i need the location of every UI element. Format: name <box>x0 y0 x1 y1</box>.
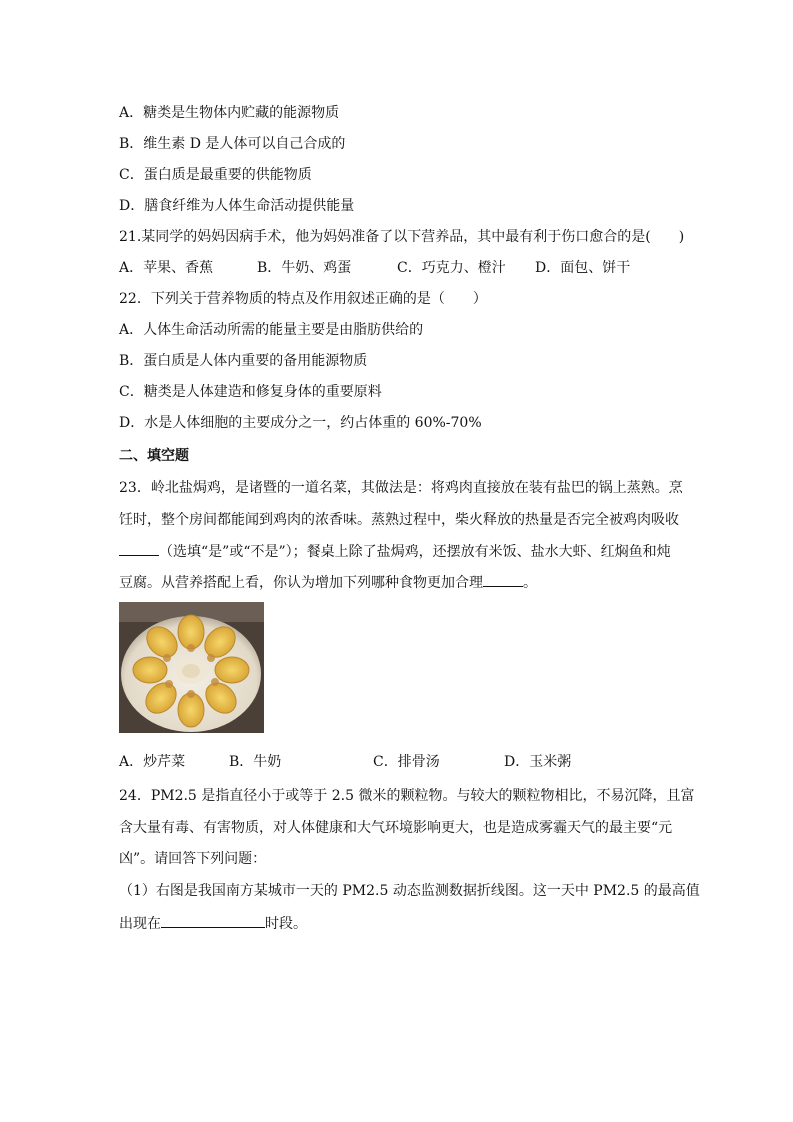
q22-option-b: B．蛋白质是人体内重要的备用能源物质 <box>119 353 368 369</box>
answer-blank[interactable] <box>119 541 159 556</box>
salt-baked-chicken-photo <box>119 602 264 733</box>
q22-option-c: C．糖类是人体建造和修复身体的重要原料 <box>119 384 382 400</box>
q24-sub1-line-1: （1）右图是我国南方某城市一天的 PM2.5 动态监测数据折线图。这一天中 PM2.5 的最高值 <box>119 883 700 899</box>
q20-option-d: D．膳食纤维为人体生命活动提供能量 <box>119 198 355 214</box>
q22-option-d: D．水是人体细胞的主要成分之一，约占体重的 60%-70% <box>119 415 482 431</box>
q21-option-d: D．面包、饼干 <box>535 260 631 276</box>
q23-option-a: A．炒芹菜 <box>119 754 186 770</box>
q23-option-c: C．排骨汤 <box>373 754 440 770</box>
q22-stem: 22．下列关于营养物质的特点及作用叙述正确的是（ ） <box>119 291 487 307</box>
q23-line-2: 饪时，整个房间都能闻到鸡肉的浓香味。蒸熟过程中，柴火释放的热量是否完全被鸡肉吸收 <box>119 512 679 528</box>
q20-option-a: A．糖类是生物体内贮藏的能源物质 <box>119 105 340 121</box>
q23-options <box>119 752 679 772</box>
answer-blank[interactable] <box>483 572 523 587</box>
q21-options <box>119 258 679 278</box>
q21-option-c: C．巧克力、橙汁 <box>397 260 506 276</box>
q24-line-2: 含大量有毒、有害物质，对人体健康和大气环境影响更大，也是造成雾霾天气的最主要“元 <box>119 820 673 836</box>
q24-line-3: 凶”。请回答下列问题： <box>119 851 267 867</box>
q23-line-1: 23．岭北盐焗鸡，是诸暨的一道名菜，其做法是：将鸡肉直接放在装有盐巴的锅上蒸熟。烹 <box>119 480 683 496</box>
q21-option-b: B．牛奶、鸡蛋 <box>257 260 352 276</box>
q20-option-c: C．蛋白质是最重要的供能物质 <box>119 167 312 183</box>
answer-blank[interactable] <box>161 913 265 928</box>
q23-option-b: B．牛奶 <box>229 754 282 770</box>
q23-line-4: 豆腐。从营养搭配上看，你认为增加下列哪种食物更加合理 。 <box>119 572 679 593</box>
q20-option-b: B．维生素 D 是人体可以自己合成的 <box>119 136 346 152</box>
q22-option-a: A．人体生命活动所需的能量主要是由脂肪供给的 <box>119 322 424 338</box>
q23-line-3: （选填“是”或“不是”）；餐桌上除了盐焗鸡，还摆放有米饭、盐水大虾、红焖鱼和炖 <box>119 541 679 562</box>
q24-line-1: 24．PM2.5 是指直径小于或等于 2.5 微米的颗粒物。与较大的颗粒物相比，不易沉降，且富 <box>119 788 695 804</box>
q21-stem: 21.某同学的妈妈因病手术，他为妈妈准备了以下营养品，其中最有利于伤口愈合的是( ) <box>119 229 685 245</box>
q23-option-d: D．玉米粥 <box>504 754 572 770</box>
q21-option-a: A．苹果、香蕉 <box>119 260 214 276</box>
q24-sub1-line-2: 出现在 时段。 <box>119 913 679 934</box>
section-title: 二、填空题 <box>119 448 189 464</box>
